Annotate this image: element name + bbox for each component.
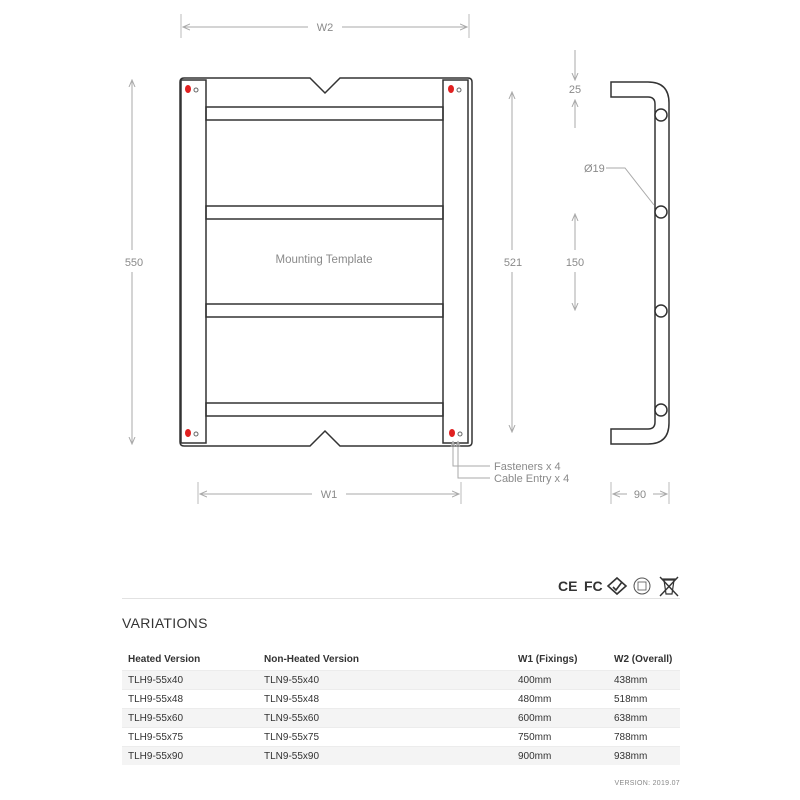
w2-label: W2 (316, 22, 334, 34)
side-profile (611, 82, 669, 444)
header-non-heated-version: Non-Heated Version (264, 653, 360, 665)
dim-25 (569, 50, 581, 128)
rail-section-1 (655, 109, 667, 121)
table-row (122, 709, 680, 728)
cell-w1: 480mm (512, 690, 608, 709)
diameter-leader (606, 168, 654, 205)
cell-w1: 400mm (512, 671, 608, 690)
cable-entry-bottom-right (458, 432, 462, 436)
cell-heated: TLH9-55x40 (122, 671, 258, 690)
header-w1-fixings: W1 (Fixings) (518, 653, 578, 665)
class-ii-icon (634, 578, 650, 594)
rail-section-2 (655, 206, 667, 218)
w1-label: W1 (320, 489, 338, 501)
dim-90-label: 90 (633, 489, 647, 501)
header-heated-version: Heated Version (128, 653, 201, 665)
dim-150 (566, 214, 584, 310)
cell-non-heated: TLN9-55x48 (258, 690, 512, 709)
rail-2 (206, 206, 443, 219)
cell-w2: 788mm (608, 728, 680, 747)
certification-marks (556, 574, 684, 598)
svg-text:FC: FC (584, 578, 603, 594)
height-521-label: 521 (503, 257, 523, 269)
variations-title: VARIATIONS (122, 615, 208, 631)
cell-heated: TLH9-55x48 (122, 690, 258, 709)
cell-heated: TLH9-55x90 (122, 747, 258, 766)
cell-non-heated: TLN9-55x60 (258, 709, 512, 728)
rail-section-3 (655, 305, 667, 317)
dim-90 (611, 482, 669, 504)
weee-bin-icon (660, 577, 678, 596)
fcc-mark-icon (584, 578, 603, 594)
diameter-label: Ø19 (584, 163, 605, 175)
fastener-top-right (448, 85, 454, 93)
cable-entry-top-right (457, 88, 461, 92)
cable-entry-label: Cable Entry x 4 (494, 473, 570, 485)
height-550-dimension (125, 80, 143, 444)
cell-heated: TLH9-55x75 (122, 728, 258, 747)
cell-w2: 438mm (608, 671, 680, 690)
variations-table (122, 648, 680, 765)
fastener-top-left (185, 85, 191, 93)
right-post (443, 80, 468, 443)
fastener-bottom-right (449, 429, 455, 437)
rcm-mark-icon (608, 578, 626, 594)
height-521-dimension (504, 92, 522, 432)
cell-w1: 900mm (512, 747, 608, 766)
svg-text:CE: CE (558, 578, 578, 594)
left-post (181, 80, 206, 443)
section-divider (122, 598, 680, 599)
cell-w1: 600mm (512, 709, 608, 728)
cell-heated: TLH9-55x60 (122, 709, 258, 728)
header-w2-overall: W2 (Overall) (614, 653, 673, 665)
w2-dimension (181, 14, 469, 38)
side-rail-circles (655, 109, 667, 416)
rail-3 (206, 304, 443, 317)
mounting-template-label: Mounting Template (275, 254, 373, 266)
table-row (122, 690, 680, 709)
cell-w2: 518mm (608, 690, 680, 709)
dim-150-label: 150 (565, 257, 585, 269)
rail-4 (206, 403, 443, 416)
cell-non-heated: TLN9-55x90 (258, 747, 512, 766)
cell-non-heated: TLN9-55x75 (258, 728, 512, 747)
rail-1 (206, 107, 443, 120)
cable-entry-top-left (194, 88, 198, 92)
dim-25-label: 25 (568, 84, 582, 96)
fastener-bottom-left (185, 429, 191, 437)
cell-non-heated: TLN9-55x40 (258, 671, 512, 690)
cable-entry-bottom-left (194, 432, 198, 436)
w1-dimension (198, 482, 461, 504)
table-row (122, 728, 680, 747)
fasteners-label: Fasteners x 4 (494, 461, 561, 473)
rail-section-4 (655, 404, 667, 416)
cell-w2: 938mm (608, 747, 680, 766)
height-550-label: 550 (124, 257, 144, 269)
ce-mark-icon (558, 578, 577, 594)
version-label: VERSION: 2019.07 (614, 780, 680, 787)
table-row (122, 747, 680, 766)
cell-w2: 638mm (608, 709, 680, 728)
table-row (122, 671, 680, 690)
table-header-row (122, 648, 680, 671)
cell-w1: 750mm (512, 728, 608, 747)
